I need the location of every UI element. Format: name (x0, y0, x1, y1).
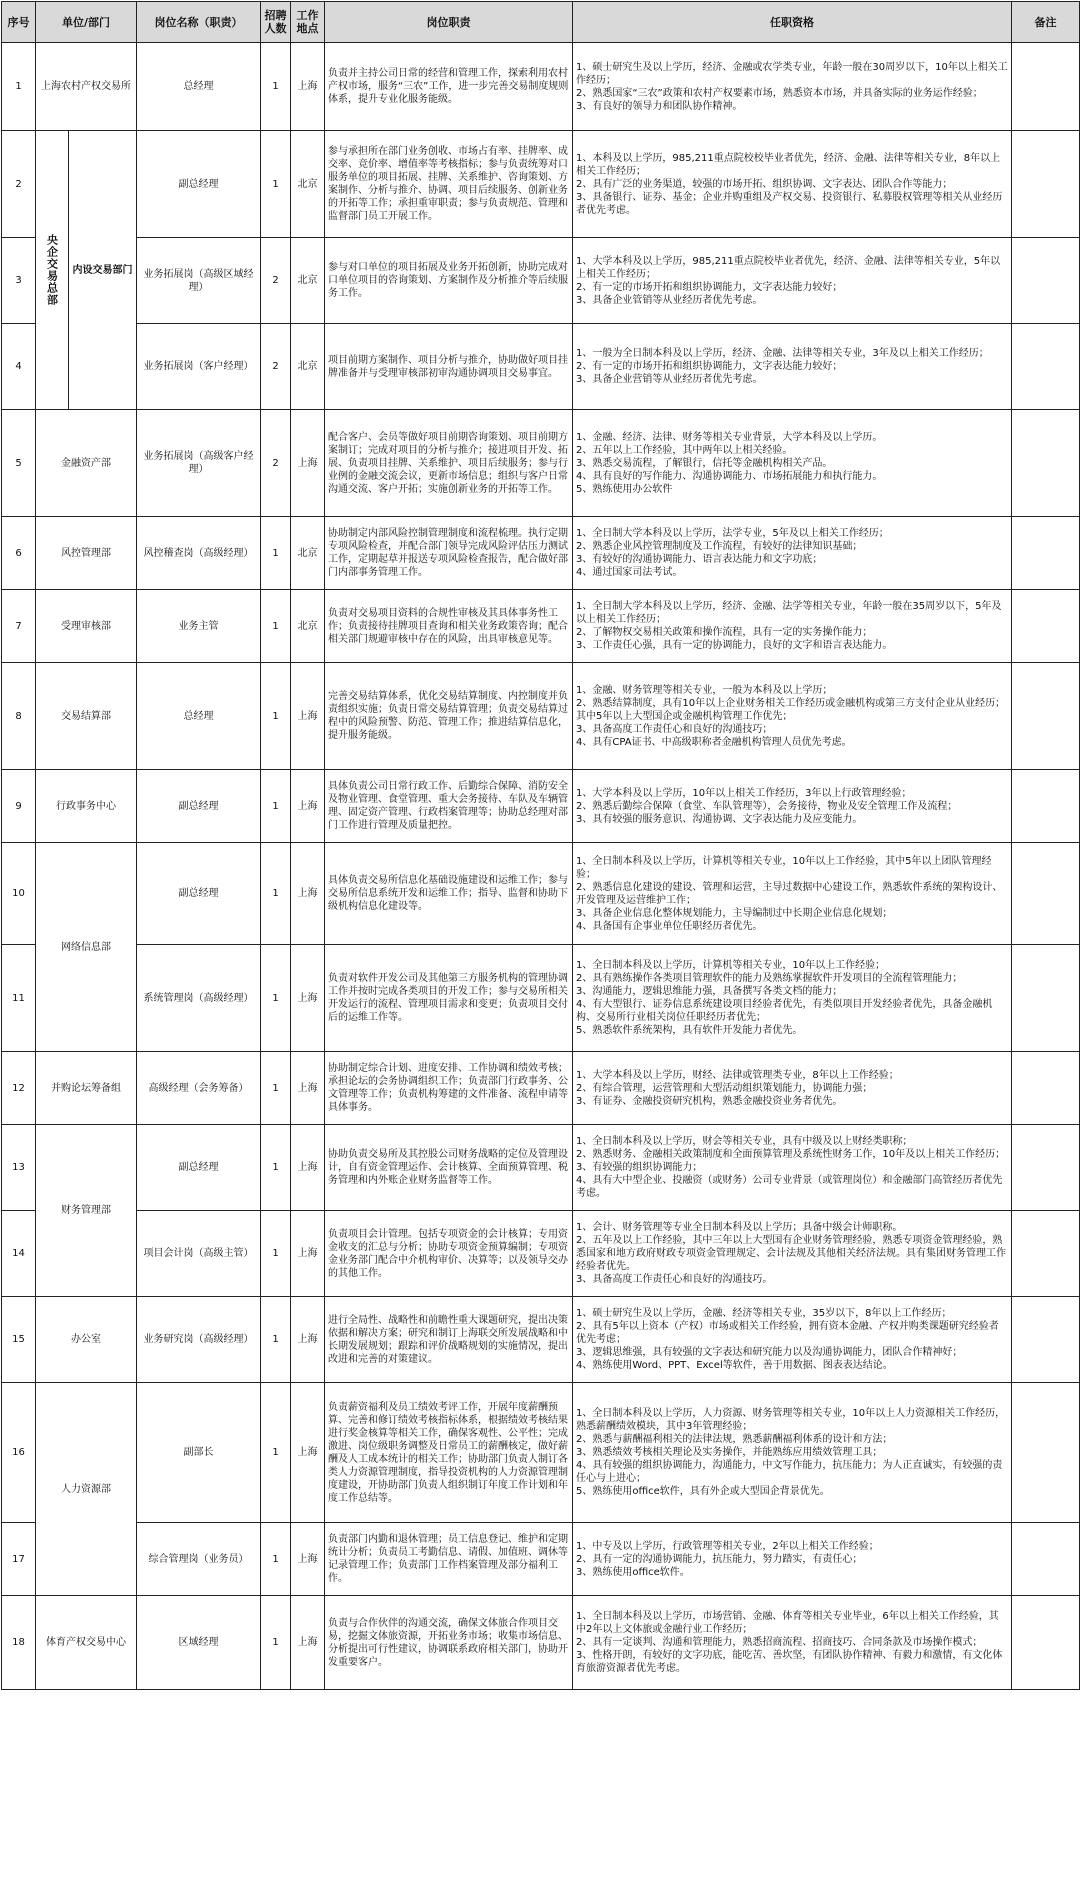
headcount-cell: 1 (261, 843, 291, 945)
headcount-cell: 1 (261, 945, 291, 1052)
headcount-cell: 1 (261, 590, 291, 663)
remark-cell (1012, 238, 1080, 324)
requirements-cell (573, 1383, 1012, 1523)
table-row (2, 1211, 1080, 1297)
location-cell: 上海 (291, 770, 325, 843)
table-row (2, 517, 1080, 590)
header-duty: 岗位职责 (325, 2, 573, 43)
header-remark: 备注 (1012, 2, 1080, 43)
job-title-cell: 业务拓展岗（高级客户经理） (137, 410, 261, 517)
duty-cell: 参与承担所在部门业务创收、市场占有率、挂牌率、成交率、竞价率、增值率等考核指标；参与负责统筹对口服务单位的项目拓展、挂牌、关系维护、咨询策划、方案制作、分析与推介、协调、项目后续服务、创新业务的开拓等工作；承担重审职责；参与负责规范、管理和监督部门员工开展工作。 (325, 131, 573, 238)
requirements-cell (573, 1523, 1012, 1596)
requirement-line: 1、大学本科及以上学历，985,211重点院校毕业者优先，经济、金融、法律等相关专业，5年以上相关工作经历； (576, 255, 1001, 280)
dept-cell: 金融资产部 (36, 410, 137, 517)
row-number: 4 (2, 324, 36, 410)
dept-cell: 风控管理部 (36, 517, 137, 590)
location-cell: 上海 (291, 1523, 325, 1596)
job-title-cell: 副部长 (137, 1383, 261, 1523)
table-row (2, 1523, 1080, 1596)
headcount-cell: 1 (261, 1125, 291, 1211)
table-row (2, 1052, 1080, 1125)
requirements-cell (573, 324, 1012, 410)
location-cell: 上海 (291, 1596, 325, 1690)
requirement-line: 3、有较好的沟通协调能力、语言表达能力和文字功底； (576, 554, 823, 565)
location-cell: 上海 (291, 1125, 325, 1211)
remark-cell (1012, 590, 1080, 663)
job-title-cell: 业务主管 (137, 590, 261, 663)
remark-cell (1012, 324, 1080, 410)
job-title-cell: 总经理 (137, 663, 261, 770)
duty-cell: 项目前期方案制作、项目分析与推介，协助做好项目挂牌准备并与受理审核部初审沟通协调项目交易事宜。 (325, 324, 573, 410)
requirements-cell (573, 1297, 1012, 1383)
requirement-line: 2、熟悉与薪酬福利相关的法律法规，熟悉薪酬福利体系的设计和方法； (576, 1434, 893, 1445)
table-row (2, 131, 1080, 238)
headcount-cell: 2 (261, 410, 291, 517)
remark-cell (1012, 843, 1080, 945)
requirement-line: 1、本科及以上学历，985,211重点院校校毕业者优先，经济、金融、法律等相关专业，8年以上相关工作经历； (576, 152, 1001, 177)
table-row (2, 324, 1080, 410)
duty-cell: 协助负责交易所及其控股公司财务战略的定位及管理设计，自有资金管理运作、会计核算、全面预算管理、税务管理和内外账企业财务监督等工作。 (325, 1125, 573, 1211)
row-number: 14 (2, 1211, 36, 1297)
job-title-cell: 综合管理岗（业务员） (137, 1523, 261, 1596)
job-title-cell: 总经理 (137, 43, 261, 131)
dept-cell: 体育产权交易中心 (36, 1596, 137, 1690)
headcount-cell: 2 (261, 324, 291, 410)
location-cell: 北京 (291, 590, 325, 663)
requirements-cell (573, 238, 1012, 324)
requirement-line: 2、五年以上工作经验，其中两年以上相关经验。 (576, 444, 793, 456)
row-number: 2 (2, 131, 36, 238)
job-title-cell: 业务研究岗（高级经理） (137, 1297, 261, 1383)
table-row (2, 1596, 1080, 1690)
remark-cell (1012, 1297, 1080, 1383)
dept-cell: 交易结算部 (36, 663, 137, 770)
requirement-line: 3、熟悉绩效考核相关理论及实务操作，并能熟练应用绩效管理工具； (576, 1447, 883, 1458)
requirement-line: 3、具备企业信息化整体规划能力，主导编制过中长期企业信息化规划； (576, 907, 893, 919)
row-number: 13 (2, 1125, 36, 1211)
row-number: 11 (2, 945, 36, 1052)
remark-cell (1012, 1211, 1080, 1297)
duty-cell: 负责对软件开发公司及其他第三方服务机构的管理协调工作并按时完成各类项目的开发工作；参与交易所相关开发运行的流程、管理项目需求和变更；负责项目交付后的运维工作等。 (325, 945, 573, 1052)
dept-cell: 办公室 (36, 1297, 137, 1383)
table-row (2, 770, 1080, 843)
dept-cell: 人力资源部 (36, 1383, 137, 1596)
location-cell: 上海 (291, 1383, 325, 1523)
requirement-line: 3、具备高度工作责任心和良好的沟通技巧； (576, 723, 773, 735)
table-row (2, 945, 1080, 1052)
requirement-line: 3、具备企业营销等从业经历者优先考虑。 (576, 374, 763, 385)
location-cell: 上海 (291, 410, 325, 517)
headcount-cell: 1 (261, 770, 291, 843)
duty-cell: 负责部门内勤和退休管理；员工信息登记、维护和定期统计分析；负责员工考勤信息、请假、加值班、调休等记录管理工作；负责部门工作档案管理及部分福利工作。 (325, 1523, 573, 1596)
job-title-cell: 业务拓展岗（客户经理） (137, 324, 261, 410)
location-cell: 上海 (291, 663, 325, 770)
duty-cell: 参与对口单位的项目拓展及业务开拓创新，协助完成对口单位项目的咨询策划、方案制作及分析推介等后续服务工作。 (325, 238, 573, 324)
duty-cell: 具体负责交易所信息化基础设施建设和运维工作；参与交易所信息系统开发和运维工作；指导、监督和协助下级机构信息化建设等。 (325, 843, 573, 945)
location-cell: 上海 (291, 843, 325, 945)
requirements-cell (573, 843, 1012, 945)
remark-cell (1012, 1052, 1080, 1125)
requirement-line: 2、具有5年以上资本（产权）市场或相关工作经验，拥有资本金融、产权并购类课题研究经验者优先考虑； (576, 1321, 999, 1345)
duty-cell: 配合客户、会员等做好项目前期咨询策划、项目前期方案制订；完成对项目的分析与推介；接进项目开发、拓展、负责项目挂牌、关系维护、项目后续服务；参与行业例的金融交流会议，更新市场信息；组织与客户日常沟通交流、客户开拓；实施创新业务的开拓等工作。 (325, 410, 573, 517)
job-title-cell: 项目会计岗（高级主管） (137, 1211, 261, 1297)
requirement-line: 4、具有CPA证书、中高级职称者金融机构管理人员优先考虑。 (576, 736, 852, 748)
requirement-line: 3、工作责任心强，具有一定的协调能力，良好的文字和语言表达能力。 (576, 640, 893, 651)
central-group-cell (36, 131, 69, 410)
header-req: 任职资格 (573, 2, 1012, 43)
requirement-line: 3、具备银行、证券、基金；企业并购重组及产权交易、投资银行、私募股权管理等相关从业经历者优先考虑。 (576, 191, 1003, 216)
central-group-label: 央企交易总部 (45, 234, 59, 306)
requirement-line: 3、熟练使用office软件。 (576, 1566, 690, 1578)
remark-cell (1012, 1523, 1080, 1596)
job-title-cell: 副总经理 (137, 770, 261, 843)
headcount-cell: 1 (261, 43, 291, 131)
requirements-cell (573, 43, 1012, 131)
requirement-line: 4、熟练使用Word、PPT、Excel等软件，善于用数据、图表表达结论。 (576, 1360, 893, 1371)
header-count: 招聘人数 (261, 2, 291, 43)
requirement-line: 3、有良好的领导力和团队协作精神。 (576, 100, 743, 112)
location-cell: 北京 (291, 517, 325, 590)
location-cell: 上海 (291, 1052, 325, 1125)
headcount-cell: 1 (261, 1383, 291, 1523)
duty-cell: 进行全局性、战略性和前瞻性重大课题研究，提出决策依据和解决方案；研究和制订上海联交所发展战略和中长期发展规划；跟踪和评价战略规划的实施情况，提出改进和完善的对策建议。 (325, 1297, 573, 1383)
location-cell: 上海 (291, 1211, 325, 1297)
requirements-cell (573, 590, 1012, 663)
requirement-line: 3、具备高度工作责任心和良好的沟通技巧。 (576, 1274, 773, 1285)
requirements-cell (573, 517, 1012, 590)
headcount-cell: 1 (261, 1211, 291, 1297)
table-row (2, 1297, 1080, 1383)
requirement-line: 3、熟悉交易流程，了解银行，信托等金融机构相关产品。 (576, 457, 833, 469)
location-cell: 上海 (291, 945, 325, 1052)
requirements-cell (573, 1596, 1012, 1690)
headcount-cell: 2 (261, 238, 291, 324)
requirement-line: 1、会计、财务管理等专业全日制本科及以上学历；具备中级会计师职称。 (576, 1222, 903, 1233)
duty-cell: 负责与合作伙伴的沟通交流，确保文体旅合作项目交易，挖掘文体旅资源，开拓业务市场；收集市场信息、分析提出可行性建议，协调联系政府相关部门，协助开发重要客户。 (325, 1596, 573, 1690)
row-number: 5 (2, 410, 36, 517)
duty-cell: 协助制定内部风险控制管理制度和流程梳理。执行定期专项风险检查，并配合部门领导完成风险评估压力测试工作，定期起草并报送专项风险检查报告，配合做好部门内部事务管理工作。 (325, 517, 573, 590)
requirement-line: 5、熟悉软件系统架构，具有软件开发能力者优先。 (576, 1025, 803, 1036)
table-header-row (2, 2, 1080, 43)
dept-cell: 行政事务中心 (36, 770, 137, 843)
requirement-line: 2、熟悉国家“三农”政策和农村产权要素市场，熟悉资本市场，并具备实际的业务运作经验； (576, 87, 983, 99)
header-title: 岗位名称（职责） (137, 2, 261, 43)
row-number: 3 (2, 238, 36, 324)
requirements-cell (573, 945, 1012, 1052)
location-cell: 北京 (291, 131, 325, 238)
row-number: 8 (2, 663, 36, 770)
table-row (2, 590, 1080, 663)
requirement-line: 1、全日制本科及以上学历，计算机等相关专业，10年以上工作经验，其中5年以上团队管理经验； (576, 855, 992, 880)
requirement-line: 1、全日制本科及以上学历，计算机等相关专业，10年以上工作经验； (576, 960, 886, 971)
requirement-line: 2、具有广泛的业务渠道，较强的市场开拓、组织协调、文字表达、团队合作等能力； (576, 178, 953, 190)
requirements-cell (573, 663, 1012, 770)
headcount-cell: 1 (261, 517, 291, 590)
headcount-cell: 1 (261, 1523, 291, 1596)
row-number: 17 (2, 1523, 36, 1596)
table-row (2, 843, 1080, 945)
requirement-line: 1、全日制大学本科及以上学历，经济、金融、法学等相关专业，年龄一般在35周岁以下，5年及以上相关工作经历； (576, 601, 1002, 625)
row-number: 18 (2, 1596, 36, 1690)
job-title-cell: 高级经理（会务筹备） (137, 1052, 261, 1125)
requirement-line: 4、具有良好的写作能力、沟通协调能力、市场拓展能力和执行能力。 (576, 470, 883, 482)
remark-cell (1012, 131, 1080, 238)
header-no: 序号 (2, 2, 36, 43)
row-number: 6 (2, 517, 36, 590)
requirement-line: 2、熟悉结算制度，具有10年以上企业财务相关工作经历或金融机构或第三方支付企业从业经历；其中5年以上大型国企或金融机构管理工作优先； (576, 697, 1006, 722)
requirement-line: 3、逻辑思维强，具有较强的文字表达和研究能力以及沟通协调能力，团队合作精神好； (576, 1347, 963, 1358)
job-title-cell: 风控稽查岗（高级经理） (137, 517, 261, 590)
dept-cell: 上海农村产权交易所 (36, 43, 137, 131)
requirement-line: 1、全日制大学本科及以上学历，法学专业，5年及以上相关工作经历； (576, 528, 889, 539)
headcount-cell: 1 (261, 1297, 291, 1383)
job-title-cell: 区域经理 (137, 1596, 261, 1690)
remark-cell (1012, 410, 1080, 517)
requirements-cell (573, 770, 1012, 843)
recruitment-table (1, 1, 1080, 1690)
requirement-line: 1、大学本科及以上学历，10年以上相关工作经历，3年以上行政管理经验； (576, 787, 912, 799)
duty-cell: 负责薪资福利及员工绩效考评工作，开展年度薪酬预算、完善和修订绩效考核指标体系，根据绩效考核结果进行奖金核算等相关工作，确保客观性、公平性；完成激进、岗位级职务调整及日常员工的薪酬核定，做好薪酬及人工成本统计的相关工作；协助部门负责人制订各类人力资源管理制度，指导投资机构的人力资源管理制度建设，开协助部门负责人组织制订年度工作计划和年度工作总结等。 (325, 1383, 573, 1523)
requirement-line: 2、了解物权交易相关政策和操作流程，具有一定的实务操作能力； (576, 627, 873, 638)
headcount-cell: 1 (261, 1596, 291, 1690)
remark-cell (1012, 945, 1080, 1052)
location-cell: 上海 (291, 1297, 325, 1383)
dept-cell: 财务管理部 (36, 1125, 137, 1297)
location-cell: 北京 (291, 324, 325, 410)
headcount-cell: 1 (261, 131, 291, 238)
dept-cell: 受理审核部 (36, 590, 137, 663)
requirement-line: 1、全日制本科及以上学历，人力资源、财务管理等相关专业，10年以上人力资源相关工作经历，熟悉薪酬绩效模块，其中3年管理经验； (576, 1408, 1006, 1432)
remark-cell (1012, 1125, 1080, 1211)
requirement-line: 3、有证券、金融投资研究机构，熟悉金融投资业务者优先。 (576, 1095, 843, 1107)
duty-cell: 负责项目会计管理。包括专项资金的会计核算；专用资金收支的汇总与分析；协助专项资金预算编制；专项资金业务部门配合中介机构审价、决算等；以及领导交办的其他工作。 (325, 1211, 573, 1297)
requirements-cell (573, 1052, 1012, 1125)
requirement-line: 1、硕士研究生及以上学历，经济、金融或农学类专业，年龄一般在30周岁以下，10年以上相关工作经历； (576, 61, 1008, 86)
requirement-line: 1、金融、财务管理等相关专业，一般为本科及以上学历； (576, 684, 833, 696)
requirement-line: 1、全日制本科及以上学历，财会等相关专业，具有中级及以上财经类职称； (576, 1136, 913, 1147)
requirement-line: 5、熟练使用office软件，具有外企或大型国企背景优先。 (576, 1486, 830, 1497)
requirement-line: 2、熟悉后勤综合保障（食堂、车队管理等），会务接待，物业及安全管理工作及流程； (576, 800, 958, 812)
requirement-line: 2、有一定的市场开拓和组织协调能力，文字表达能力较好； (576, 281, 843, 293)
table-row (2, 663, 1080, 770)
requirement-line: 2、熟悉财务、金融相关政策制度和全面预算管理及系统性财务工作，10年及以上相关工作经历； (576, 1149, 1006, 1160)
job-title-cell: 副总经理 (137, 1125, 261, 1211)
requirement-line: 2、熟悉信息化建设的建设、管理和运营，主导过数据中心建设工作，熟悉软件系统的架构设计、开发管理及运营维护工作； (576, 881, 1003, 906)
headcount-cell: 1 (261, 1052, 291, 1125)
requirement-line: 2、具有一定谈判、沟通和管理能力，熟悉招商流程、招商技巧、合同条款及市场操作模式； (576, 1637, 983, 1648)
remark-cell (1012, 517, 1080, 590)
location-cell: 北京 (291, 238, 325, 324)
requirements-cell (573, 1211, 1012, 1297)
location-cell: 上海 (291, 43, 325, 131)
requirement-line: 3、沟通能力，逻辑思维能力强，具备撰写各类文档的能力； (576, 986, 843, 997)
duty-cell: 负责并主持公司日常的经营和管理工作，探索利用农村产权市场，服务“三农”工作，进一步完善交易制度规则体系，提升专业化服务能级。 (325, 43, 573, 131)
header-place: 工作地点 (291, 2, 325, 43)
table-row (2, 410, 1080, 517)
table-row (2, 1125, 1080, 1211)
requirement-line: 1、全日制本科及以上学历，市场营销、金融、体育等相关专业毕业，6年以上相关工作经验，其中2年以上文体旅或金融行业工作经历； (576, 1611, 999, 1635)
requirement-line: 2、具有一定的沟通协调能力，抗压能力，努力踏实，有责任心； (576, 1553, 863, 1565)
job-title-cell: 副总经理 (137, 131, 261, 238)
requirements-cell (573, 131, 1012, 238)
row-number: 9 (2, 770, 36, 843)
dept-cell: 并购论坛筹备组 (36, 1052, 137, 1125)
table-row (2, 1383, 1080, 1523)
headcount-cell: 1 (261, 663, 291, 770)
central-sub-cell: 内设交易部门 (69, 131, 137, 410)
duty-cell: 具体负责公司日常行政工作、后勤综合保障、消防安全及物业管理、食堂管理、重大会务接待、车队及车辆管理、固定资产管理、行政档案管理等；协助总经理对部门工作进行管理及质量把控。 (325, 770, 573, 843)
job-title-cell: 业务拓展岗（高级区域经理） (137, 238, 261, 324)
requirement-line: 4、具有大中型企业、投融资（或财务）公司专业背景（或管理岗位）和金融部门高管经历者优先考虑。 (576, 1175, 1003, 1199)
job-title-cell: 副总经理 (137, 843, 261, 945)
requirement-line: 2、熟悉企业风控管理制度及工作流程，有较好的法律知识基础； (576, 541, 863, 552)
row-number: 12 (2, 1052, 36, 1125)
requirement-line: 1、一般为全日制本科及以上学历，经济、金融、法律等相关专业，3年及以上相关工作经历； (576, 348, 989, 359)
row-number: 16 (2, 1383, 36, 1523)
row-number: 10 (2, 843, 36, 945)
job-title-cell: 系统管理岗（高级经理） (137, 945, 261, 1052)
requirement-line: 3、性格开朗，有较好的文字功底，能吃苦、善坎坚，有团队协作精神、有毅力和激情，有文化体育旅游资源者优先考虑。 (576, 1650, 1003, 1674)
requirement-line: 1、金融、经济、法律、财务等相关专业背景，大学本科及以上学历。 (576, 431, 883, 443)
dept-cell: 网络信息部 (36, 843, 137, 1052)
remark-cell (1012, 770, 1080, 843)
header-dept: 单位/部门 (36, 2, 137, 43)
remark-cell (1012, 1383, 1080, 1523)
requirement-line: 4、有大型银行、证券信息系统建设项目经验者优先，有类似项目开发经验者优先，具备金融机构、交易所行业相关岗位任职经历者优先； (576, 999, 993, 1023)
row-number: 1 (2, 43, 36, 131)
duty-cell: 完善交易结算体系，优化交易结算制度、内控制度并负责组织实施；负责日常交易结算管理；负责交易结算过程中的风险预警、防范、管理工作；推进结算信息化，提升服务能级。 (325, 663, 573, 770)
requirement-line: 1、大学本科及以上学历，财经、法律或管理类专业，8年以上工作经验； (576, 1069, 899, 1081)
requirement-line: 3、有较强的组织协调能力； (576, 1162, 703, 1173)
duty-cell: 负责对交易项目资料的合规性审核及其具体事务性工作；负责接待挂牌项目查询和相关业务政策咨询；配合相关部门规避审核中存在的风险，出具审核意见等。 (325, 590, 573, 663)
requirement-line: 4、具有较强的组织协调能力，沟通能力，中文写作能力，抗压能力；为人正直诚实，有较强的责任心与上进心； (576, 1460, 1003, 1484)
requirements-cell (573, 1125, 1012, 1211)
requirement-line: 2、有综合管理，运营管理和大型活动组织策划能力，协调能力强； (576, 1082, 873, 1094)
requirement-line: 3、具有较强的服务意识、沟通协调、文字表达能力及应变能力。 (576, 813, 863, 825)
requirement-line: 1、硕士研究生及以上学历，金融、经济等相关专业，35岁以下，8年以上工作经历； (576, 1308, 952, 1319)
requirement-line: 2、具有熟练操作各类项目管理软件的能力及熟练掌握软件开发项目的全流程管理能力； (576, 973, 963, 984)
requirement-line: 1、中专及以上学历，行政管理等相关专业，2年以上相关工作经验； (576, 1540, 879, 1552)
row-number: 7 (2, 590, 36, 663)
remark-cell (1012, 663, 1080, 770)
remark-cell (1012, 1596, 1080, 1690)
row-number: 15 (2, 1297, 36, 1383)
table-row (2, 238, 1080, 324)
table-row (2, 43, 1080, 131)
requirement-line: 5、熟练使用办公软件 (576, 483, 673, 495)
remark-cell (1012, 43, 1080, 131)
requirement-line: 2、五年及以上工作经验，其中三年以上大型国有企业财务管理经验，熟悉专项资金管理经验，熟悉国家和地方政府财政专项资金管理规定、会计法规及其他相关经济法规。具有集团财务管理工作经验者优先。 (576, 1235, 1006, 1272)
requirement-line: 4、通过国家司法考试。 (576, 567, 683, 578)
requirement-line: 4、具备国有企事业单位任职经历者优先。 (576, 920, 763, 932)
requirement-line: 3、具备企业管销等从业经历者优先考虑。 (576, 294, 763, 306)
duty-cell: 协助制定综合计划、进度安排、工作协调和绩效考核；承担论坛的会务协调组织工作；负责部门行政事务、公文管理等工作；负责机构筹建的文件准备、流程申请等具体事务。 (325, 1052, 573, 1125)
requirements-cell (573, 410, 1012, 517)
requirement-line: 2、有一定的市场开拓和组织协调能力，文字表达能力较好； (576, 361, 843, 372)
